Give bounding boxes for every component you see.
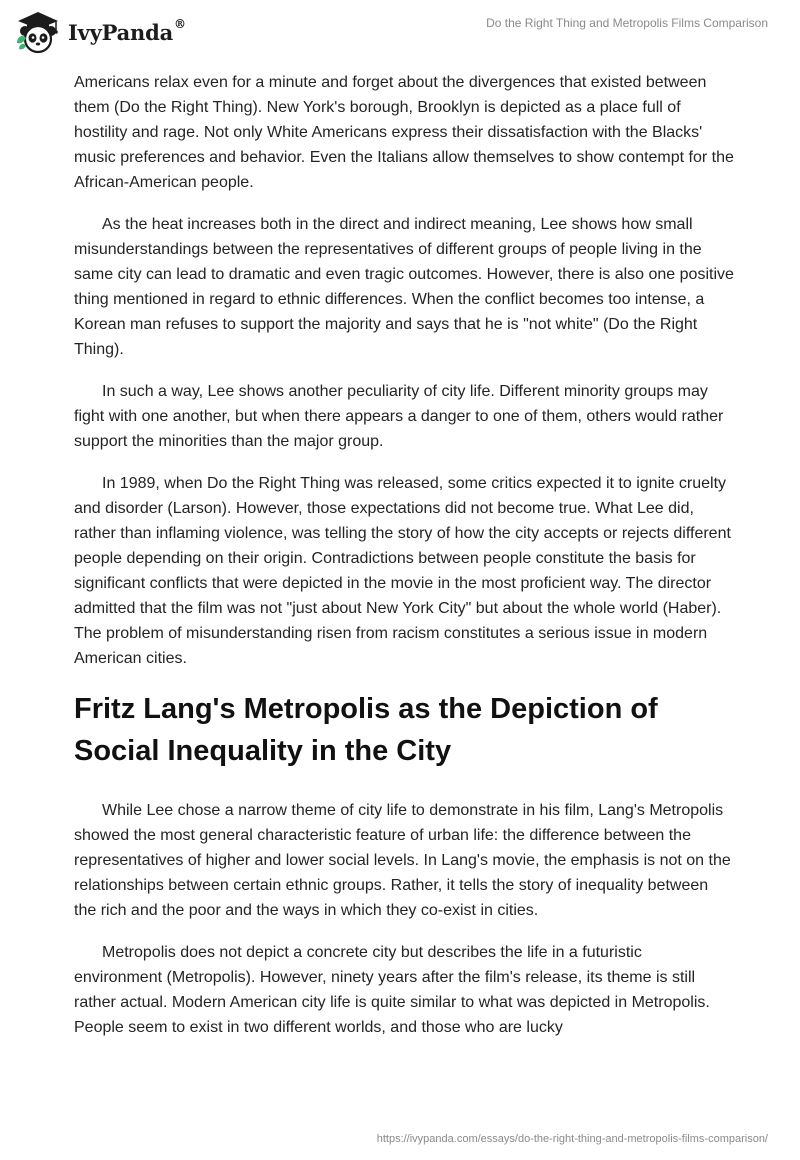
essay-body bbox=[74, 70, 734, 1057]
paragraph: In 1989, when Do the Right Thing was released, some critics expected it to ignite cruelty and disorder (Larson). However, those expectations did not become true. What Lee did, rather than inflaming violence, was telling the story of how the city accepts or rejects different people depending on their origin. Contradictions between people constitute the basis for significant conflicts that were depicted in the movie in the most proficient way. The director admitted that the film was not "just about New York City" but about the whole world (Haber). The problem of misunderstanding risen from racism constitutes a serious issue in modern American cities. bbox=[74, 475, 731, 667]
paragraph: While Lee chose a narrow theme of city life to demonstrate in his film, Lang's Metropolis showed the most general characteristic feature of urban life: the difference between the representatives of higher and lower social levels. In Lang's movie, the emphasis is not on the relationships between certain ethnic groups. Rather, it tells the story of inequality between the rich and the poor and the ways in which they co-exist in cities. bbox=[74, 802, 731, 919]
paragraph: Americans relax even for a minute and forget about the divergences that existed between them (Do the Right Thing). New York's borough, Brooklyn is depicted as a place full of hostility and rage. Not only White Americans express their dissatisfaction with the Blacks' music preferences and behavior. Even the Italians allow themselves to show contempt for the African-American people. bbox=[74, 74, 734, 191]
paragraph: Metropolis does not depict a concrete city but describes the life in a futuristic environment (Metropolis). However, ninety years after the film's release, its theme is still rather actual. Modern American city life is quite similar to what was depicted in Metropolis. People seem to exist in two different worlds, and those who are lucky bbox=[74, 944, 710, 1036]
paragraph: As the heat increases both in the direct and indirect meaning, Lee shows how small misunderstandings between the representatives of different groups of people living in the same city can lead to dramatic and even tragic outcomes. However, there is also one positive thing mentioned in regard to ethnic differences. When the conflict becomes too intense, a Korean man refuses to support the majority and says that he is "not white" (Do the Right Thing). bbox=[74, 216, 734, 358]
section-heading: Fritz Lang's Metropolis as the Depiction of Social Inequality in the City bbox=[74, 693, 658, 767]
document-title: Do the Right Thing and Metropolis Films Comparison bbox=[486, 16, 768, 30]
paragraph: In such a way, Lee shows another peculiarity of city life. Different minority groups may fight with one another, but when there appears a danger to one of them, others would rather support the minorities than the major group. bbox=[74, 383, 724, 450]
panda-graduate-icon bbox=[14, 9, 62, 55]
source-url[interactable]: https://ivypanda.com/essays/do-the-right-thing-and-metropolis-films-comparison/ bbox=[376, 1133, 768, 1145]
page-header bbox=[0, 0, 800, 64]
brand-name: IvyPanda® bbox=[68, 16, 186, 45]
logo[interactable] bbox=[14, 9, 186, 55]
